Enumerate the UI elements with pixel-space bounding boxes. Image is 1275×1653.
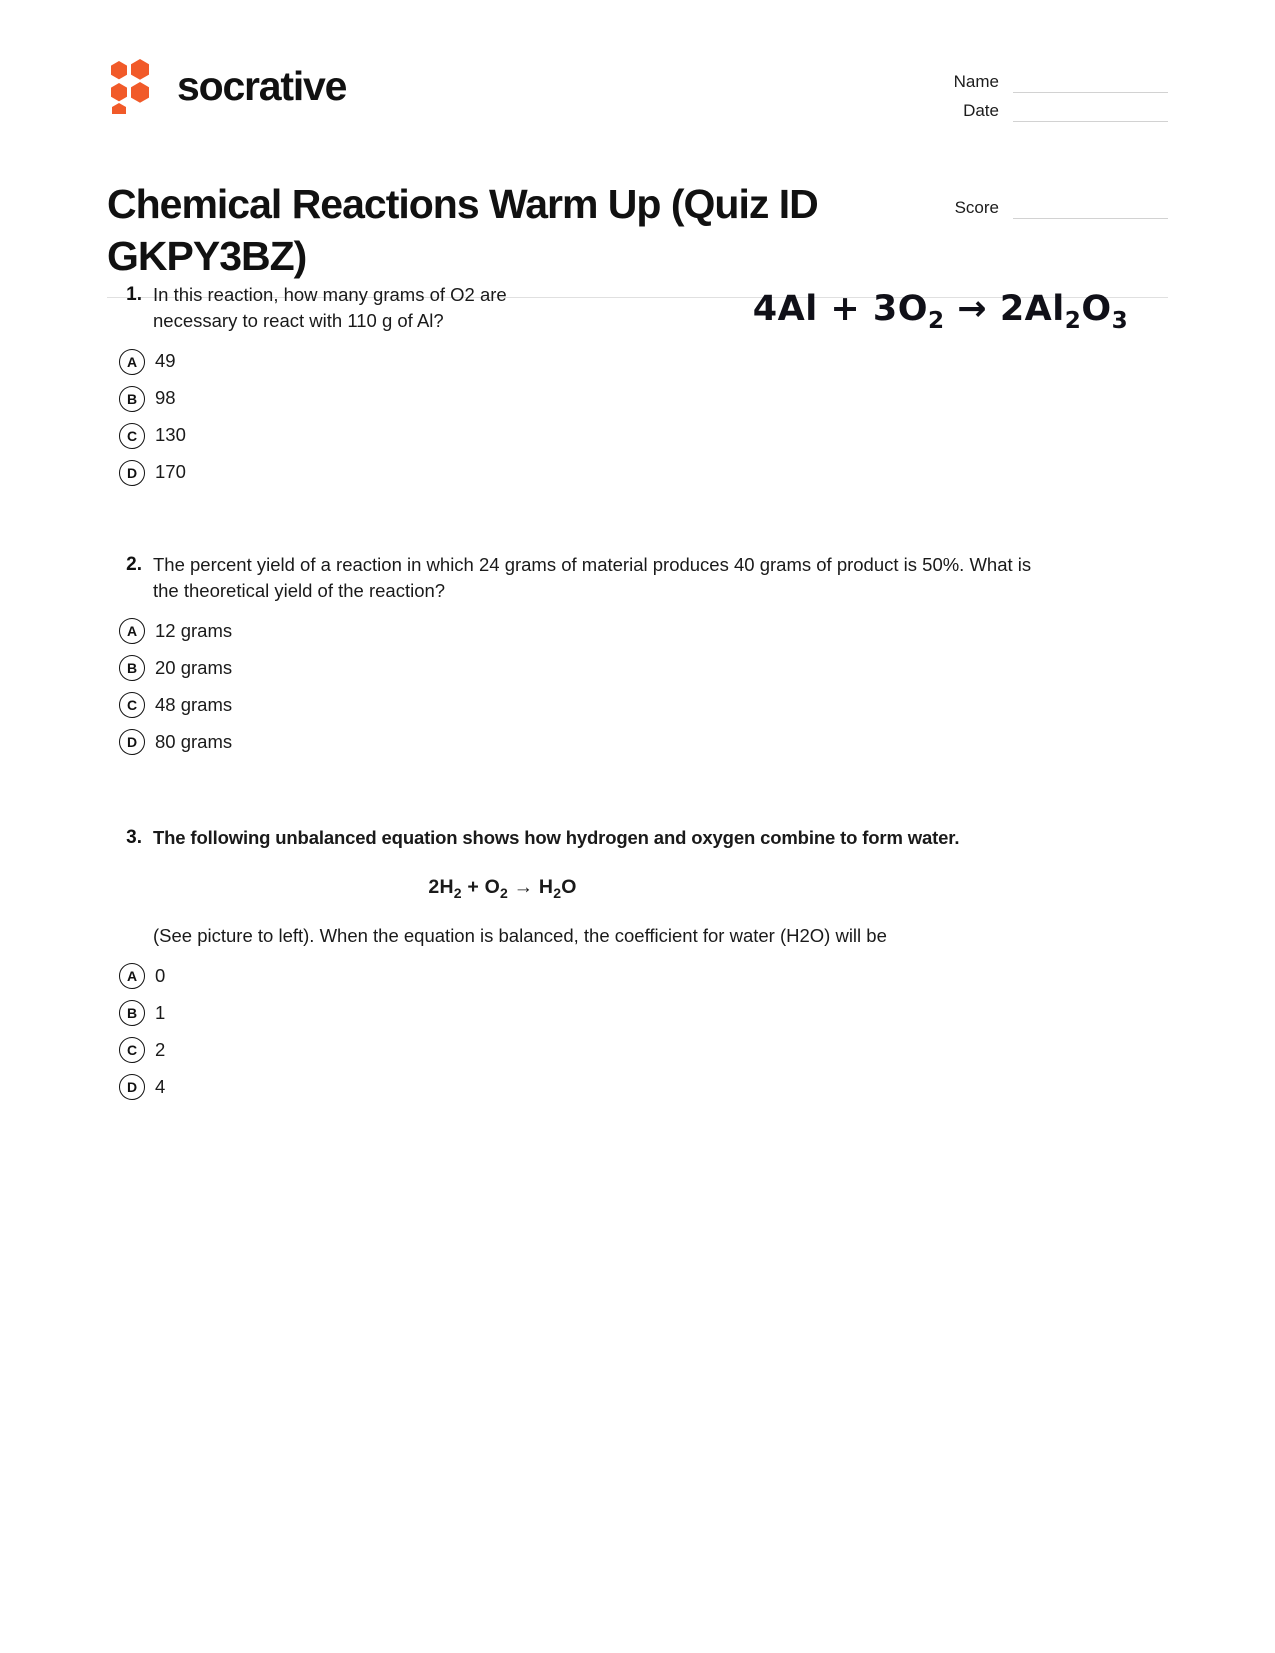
choice-bubble-a[interactable]: A	[119, 618, 145, 644]
choice-bubble-d[interactable]: D	[119, 729, 145, 755]
choice-label: 80 grams	[155, 730, 233, 752]
choice-bubble-c[interactable]: C	[119, 692, 145, 718]
choice-label: 130	[155, 424, 186, 446]
choice-bubble-d[interactable]: D	[119, 460, 145, 486]
question-3-header	[107, 825, 1168, 852]
choice-option[interactable]	[107, 349, 1168, 375]
question-3-text: The following unbalanced equation shows how hydrogen and oxygen combine to form water.	[153, 827, 960, 849]
choice-option[interactable]	[107, 1074, 1168, 1100]
choice-bubble-c[interactable]: C	[119, 1037, 145, 1063]
choice-label: 170	[155, 461, 186, 483]
question-3-number: 3.	[126, 827, 142, 849]
choice-label: 48 grams	[155, 693, 233, 715]
choice-label: 98	[155, 387, 176, 409]
question-1-text: In this reaction, how many grams of O2 are necessary to react with 110 g of Al?	[153, 284, 507, 332]
questions-list	[107, 250, 1168, 1100]
choice-bubble-b[interactable]: B	[119, 1000, 145, 1026]
brand-name: socrative	[177, 62, 347, 109]
choice-option[interactable]	[107, 618, 1168, 644]
choice-option[interactable]	[107, 729, 1168, 755]
question-1-choices	[107, 349, 1168, 486]
choice-option[interactable]	[107, 386, 1168, 412]
choice-option[interactable]	[107, 460, 1168, 486]
question-3-choices	[107, 963, 1168, 1100]
question-spacer	[107, 508, 1168, 552]
date-label: Date	[963, 101, 999, 120]
subscript-2: 2	[928, 308, 945, 334]
student-meta-fields	[916, 64, 1168, 219]
subscript-2c: 2	[553, 884, 562, 901]
question-1-number: 1.	[126, 284, 142, 305]
choice-option[interactable]	[107, 655, 1168, 681]
choice-bubble-a[interactable]: A	[119, 963, 145, 989]
water-equation: $2H_2 + O_2 \to H_2O$	[428, 876, 577, 901]
score-label: Score	[954, 198, 999, 217]
choice-bubble-b[interactable]: B	[119, 386, 145, 412]
date-input-line[interactable]	[1013, 99, 1168, 122]
question-2-choices	[107, 618, 1168, 755]
choice-bubble-c[interactable]: C	[119, 423, 145, 449]
score-input-line[interactable]	[1013, 196, 1168, 219]
choice-option[interactable]	[107, 423, 1168, 449]
subscript-3: 3	[1111, 308, 1129, 334]
choice-bubble-d[interactable]: D	[119, 1074, 145, 1100]
subscript-2b: 2	[499, 884, 508, 901]
hexagon-cluster-icon	[107, 58, 163, 114]
choice-label: 12 grams	[155, 619, 233, 641]
page-header	[107, 0, 1168, 279]
question-2-number: 2.	[126, 553, 142, 575]
question-1	[107, 282, 1168, 486]
question-2	[107, 552, 1168, 756]
name-field-row	[916, 64, 1168, 93]
choice-option[interactable]	[107, 1000, 1168, 1026]
choice-label: 49	[155, 350, 176, 372]
name-label: Name	[953, 72, 999, 91]
question-2-header	[107, 552, 1168, 605]
choice-option[interactable]	[107, 963, 1168, 989]
choice-label: 20 grams	[155, 656, 233, 678]
choice-option[interactable]	[107, 692, 1168, 718]
chemical-equation-image: $4Al + 3O_2 \to 2Al_2O_3$	[752, 289, 1129, 334]
choice-option[interactable]	[107, 1037, 1168, 1063]
subscript-2b: 2	[1064, 308, 1082, 334]
choice-label: 0	[155, 965, 166, 987]
question-3	[107, 825, 1168, 1100]
question-spacer	[107, 777, 1168, 825]
name-input-line[interactable]	[1013, 70, 1168, 93]
brand-logo	[107, 58, 346, 114]
choice-label: 1	[155, 1002, 166, 1024]
choice-bubble-a[interactable]: A	[119, 349, 145, 375]
date-field-row	[916, 93, 1168, 122]
choice-label: 2	[155, 1039, 166, 1061]
choice-label: 4	[155, 1076, 166, 1098]
subscript-2: 2	[453, 884, 462, 901]
question-2-text: The percent yield of a reaction in which 24 grams of material produces 40 grams of product is 50%. What is the theoretical yield of the reaction?	[153, 553, 1032, 601]
choice-bubble-b[interactable]: B	[119, 655, 145, 681]
question-3-subtext: (See picture to left). When the equation is balanced, the coefficient for water (H2O) will be	[153, 924, 887, 946]
page-title: Chemical Reactions Warm Up (Quiz ID GKPY3BZ)	[107, 181, 818, 279]
score-field-row	[916, 190, 1168, 219]
